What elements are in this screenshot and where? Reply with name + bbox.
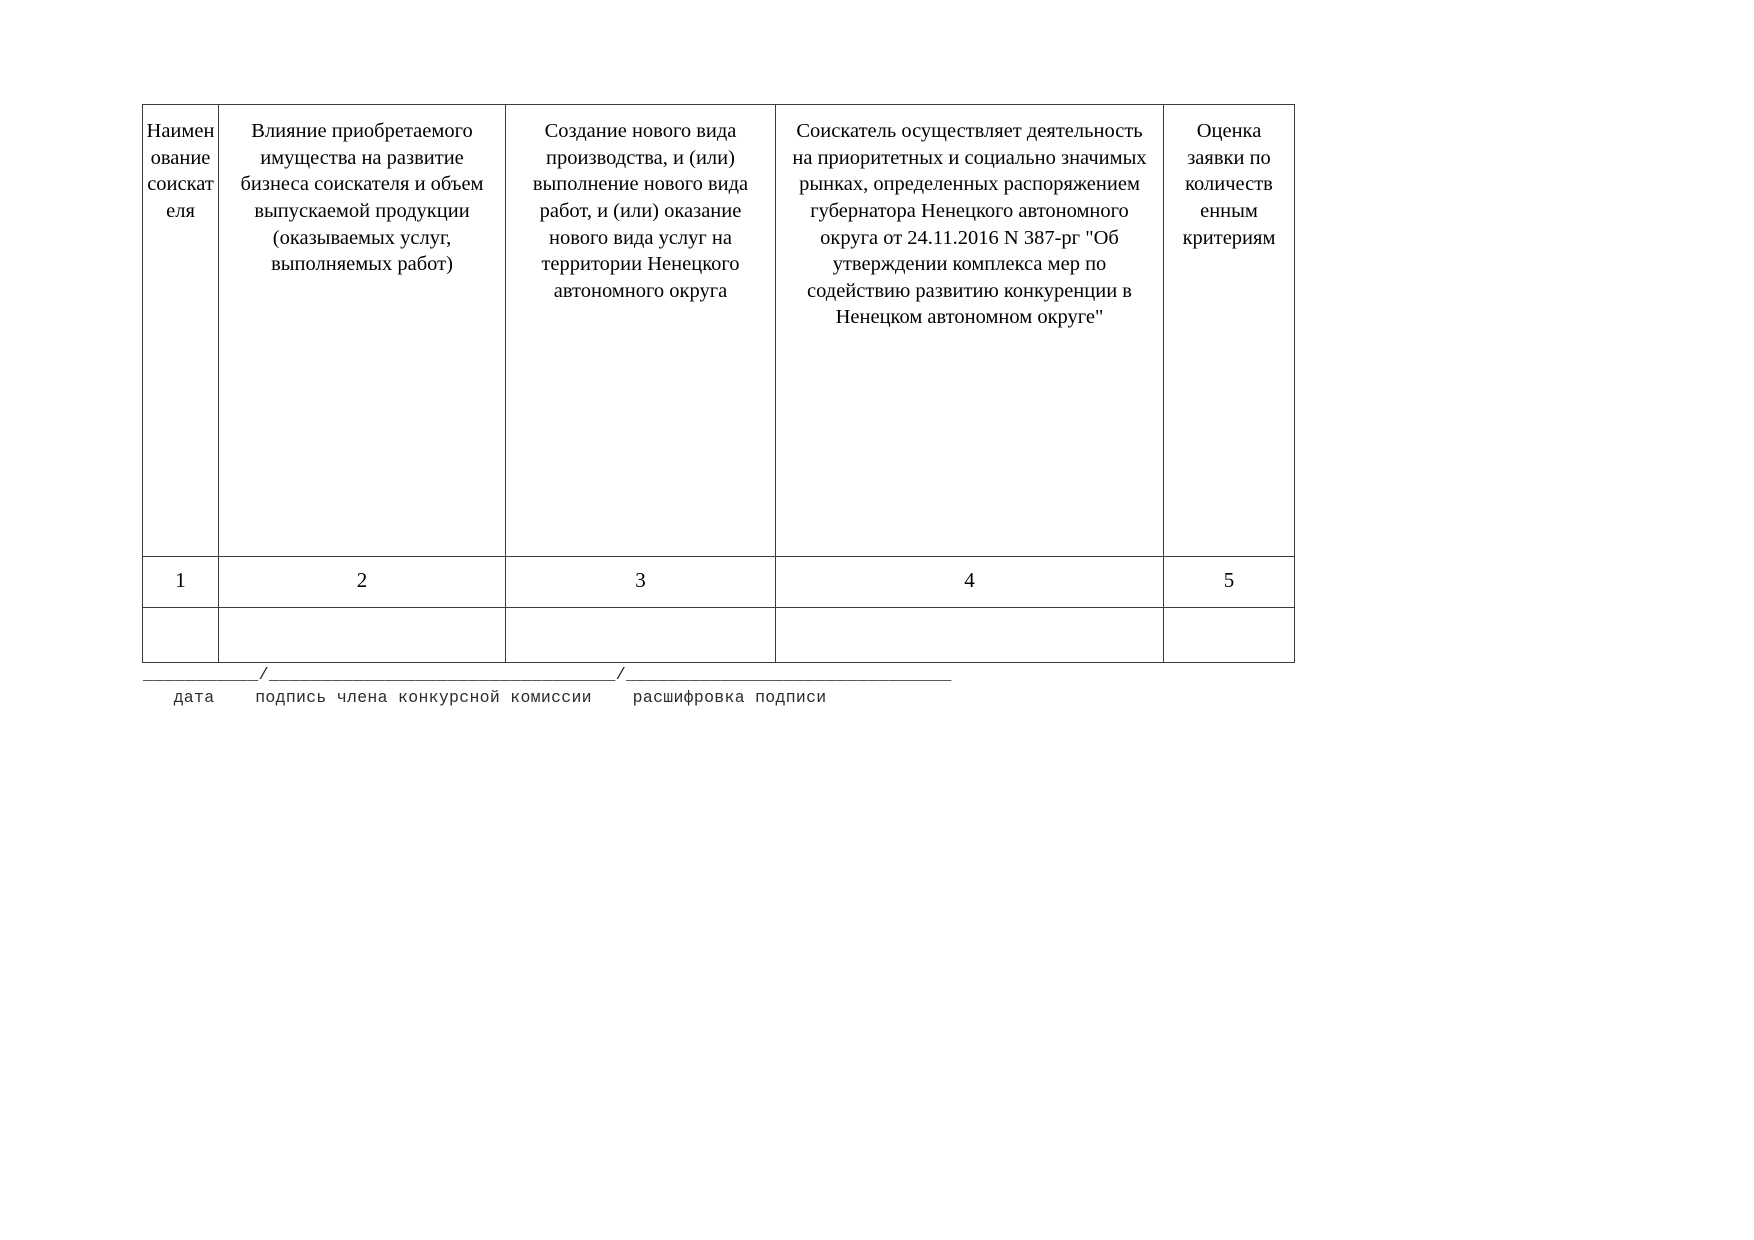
column-header-applicant-name: Наимен ование соискат еля xyxy=(143,105,219,557)
column-header-quantitative-score: Оценка заявки по количеств енным критериям xyxy=(1164,105,1295,557)
table-column-number-row xyxy=(143,557,1295,608)
signature-labels: дата подпись члена конкурсной комиссии расшифровка подписи xyxy=(143,688,827,707)
cell-new-production[interactable] xyxy=(506,608,776,663)
table-header-row xyxy=(143,105,1295,557)
signature-underlines[interactable]: ___________/_________________________________/_______________________________ xyxy=(143,666,952,685)
column-header-business-impact: Влияние приобретаемого имущества на развитие бизнеса соискателя и объем выпускаемой продукции (оказываемых услуг, выполняемых работ) xyxy=(219,105,506,557)
column-number-4: 4 xyxy=(776,557,1164,608)
column-header-priority-markets: Соискатель осуществляет деятельность на приоритетных и социально значимых рынках, определенных распоряжением губернатора Ненецкого автономного округа от 24.11.2016 N 387-рг "Об утверждении комплекса мер по содействию развитию конкуренции в Ненецком автономном округе" xyxy=(776,105,1164,557)
cell-quantitative-score[interactable] xyxy=(1164,608,1295,663)
column-number-2: 2 xyxy=(219,557,506,608)
criteria-table xyxy=(142,104,1295,663)
column-number-1: 1 xyxy=(143,557,219,608)
cell-business-impact[interactable] xyxy=(219,608,506,663)
column-number-5: 5 xyxy=(1164,557,1295,608)
cell-applicant-name[interactable] xyxy=(143,608,219,663)
column-number-3: 3 xyxy=(506,557,776,608)
table-row[interactable] xyxy=(143,608,1295,663)
signature-block xyxy=(143,667,1143,707)
column-header-new-production: Создание нового вида производства, и (или) выполнение нового вида работ, и (или) оказание нового вида услуг на территории Ненецкого автономного округа xyxy=(506,105,776,557)
cell-priority-markets[interactable] xyxy=(776,608,1164,663)
